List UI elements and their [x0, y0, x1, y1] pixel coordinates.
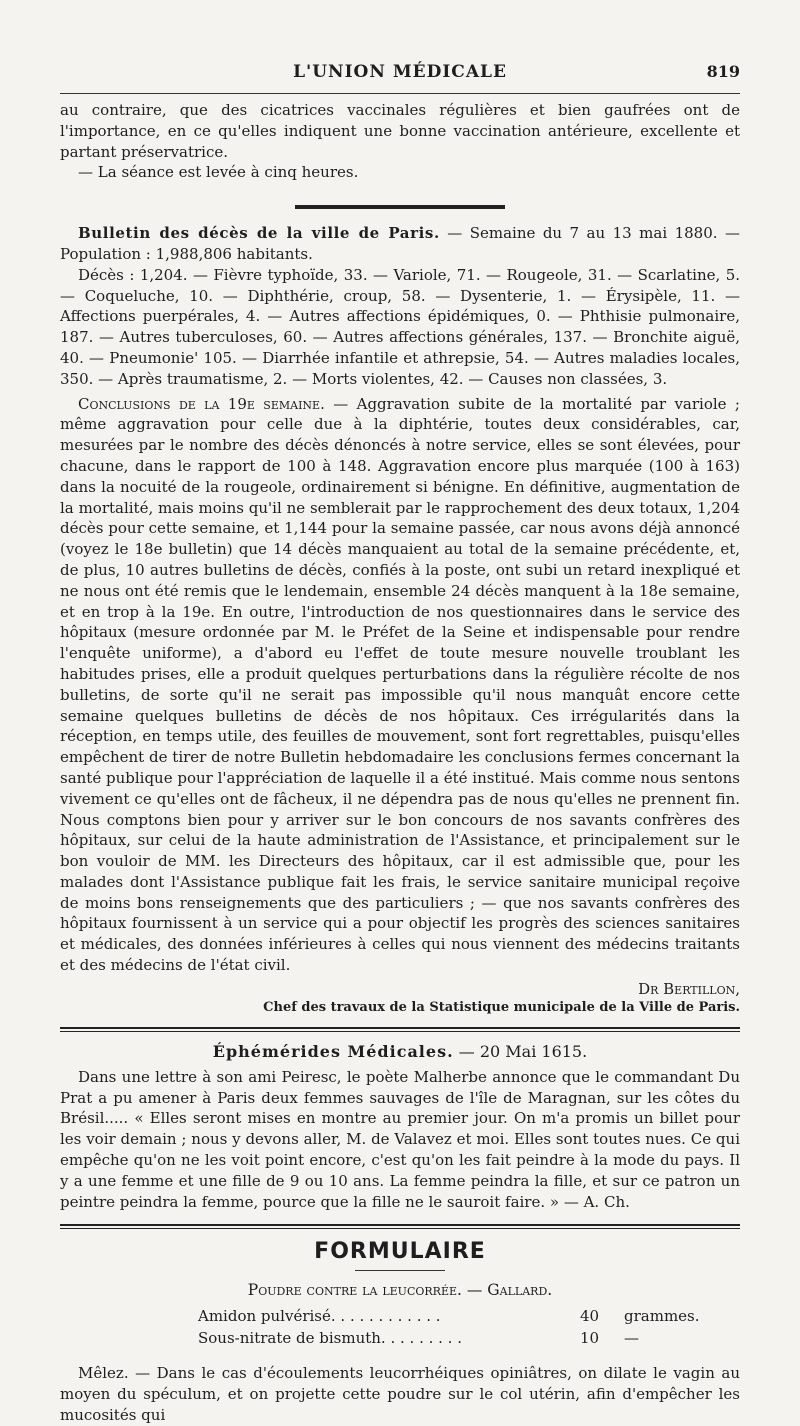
recipe-instructions: Mêlez. — Dans le cas d'écoulements leucorrhéiques opiniâtres, on dilate le vagin au moyen du spéculum, et on projette cette poudre sur le col utérin, afin d'empêcher les mucosités qui: [60, 1364, 740, 1425]
ingredient-unit: grammes.: [624, 1307, 700, 1326]
bulletin-header-info: — Semaine du 7 au 13 mai 1880. — Population : 1,988,806 habitants.: [60, 224, 740, 263]
running-header: [60, 62, 740, 86]
session-closing: — La séance est levée à cinq heures.: [78, 163, 359, 182]
formulaire-title: FORMULAIRE: [314, 1239, 486, 1265]
ingredient-qty: 40: [580, 1307, 600, 1326]
ephemerides-text: Dans une lettre à son ami Peiresc, le poète Malherbe annonce que le commandant Du Prat a pu amener à Paris deux femmes sauvages de l'île de Maragnan, sur les côtes du Brésil..... « Elles seront mises en montre au premier jour. On m'a promis un billet pour les voir demain ; nous y devons aller, M. de Valavez et moi. Elles sont toutes nues. Ce qui empêche qu'on ne les voit point encore, c'est qu'on les fait peindre à la mode du pays. Il y a une femme et une fille de 9 ou 10 ans. La femme peindra la fille, et sur ce patron un peintre peindra la femme, pource que la fille ne le sauroit faire. » — A. Ch.: [60, 1067, 740, 1211]
conclusions-text: — Aggravation subite de la mortalité par variole ; même aggravation pour celle due à la diphtérie, toutes deux considérables, car, mesurées par le nombre des décès dénoncés à notre service, elles se sont élevées, pour chacune, dans le rapport de 100 à 148. Aggravation encore plus marquée (100 à 163) dans la nocuité de la rougeole, ordinairement si bénigne. En définitive, augmentation de la mortalité, mais moins qu'il ne semblerait par le rapprochement des deux totaux, 1,204 décès pour cette semaine, et 1,144 pour la semaine passée, car nous avons déjà annoncé (voyez le 18e bulletin) que 14 décès manquaient au total de la semaine précédente, et, de plus, 10 autres bulletins de décès, confiés à la poste, ont subi un retard inexpliqué et ne nous ont été remis que le lendemain, ensemble 24 décès manquent à la 18e semaine, et en trop à la 19e. En outre, l'introduction de nos questionnaires dans le service des hôpitaux (mesure ordonnée par M. le Préfet de la Seine et indispensable pour rendre l'enquête uniforme), a d'abord eu l'effet de toute mesure nouvelle troublant les habitudes prises, elle a produit quelques perturbations dans la régulière récolte de nos bulletins, de sorte qu'il ne serait pas impossible qu'il nous manquât encore cette semaine quelques bulletins de décès de nos hôpitaux. Ces irrégularités dans la réception, en temps utile, des feuilles de mouvement, sont fort regrettables, puisqu'elles empêchent de tirer de notre Bulletin hebdomadaire les conclusions fermes concernant la santé publique pour l'appréciation de laquelle il a été institué. Mais comme nous sentons vivement ce qu'elles ont de fâcheux, il ne dépendra pas de nous qu'elles ne prennent fin. Nous comptons bien pour y arriver sur le bon concours de nos savants confrères des hôpitaux, sur celui de la haute administration de l'Assistance, et principalement sur le bon vouloir de MM. les Directeurs des hôpitaux, car il est admissible que, pour les malades dont l'Assistance publique fait les frais, le service sanitaire municipal reçoive de moins bons renseignements que des particuliers ; — que nos savants confrères des hôpitaux fournissent à un service qui a pour objectif les progrès des sciences sanitaires et médicales, des données inférieures à celles qui nous viennent des médecins traitants et des médecins de l'état civil.: [60, 394, 740, 975]
bulletin-heading: [60, 223, 740, 265]
ingredient-name: Amidon pulvérisé. . . . . . . . . . . .: [198, 1307, 441, 1326]
double-rule-bottom-2: [60, 1228, 740, 1229]
double-rule-top: [60, 1027, 740, 1029]
conclusions-label: Conclusions de la 19e semaine.: [78, 394, 325, 413]
intro-paragraph: au contraire, que des cicatrices vaccinales régulières et bien gaufrées ont de l'importance, en ce qu'elles indiquent une bonne vaccination antérieure, excellente et partant préservatrice.: [60, 101, 740, 161]
ingredient-row: [198, 1329, 698, 1351]
page-body: [60, 100, 740, 1426]
ingredient-name: Sous-nitrate de bismuth. . . . . . . . .: [198, 1329, 462, 1348]
recipe-title: Poudre contre la leucorrée. — Gallard.: [247, 1281, 553, 1300]
ephemerides-date: — 20 Mai 1615.: [458, 1041, 588, 1061]
ephemerides-title: Éphémérides Médicales.: [212, 1041, 454, 1061]
header-rule: [60, 93, 740, 94]
page-number: 819: [706, 62, 740, 81]
journal-title: L'UNION MÉDICALE: [293, 62, 507, 82]
formulaire-rule: [355, 1270, 445, 1271]
ingredient-row: [198, 1307, 698, 1329]
author-role: Chef des travaux de la Statistique municipale de la Ville de Paris.: [263, 999, 740, 1015]
ephemerides-heading: [60, 1042, 740, 1061]
bulletin-stats: Décès : 1,204. — Fièvre typhoïde, 33. — Variole, 71. — Rougeole, 31. — Scarlatine, 5. — Coqueluche, 10. — Diphthérie, croup, 58. — Dysenterie, 1. — Érysipèle, 11. — Affections puerpérales, 4. — Autres affections épidémiques, 0. — Phthisie pulmonaire, 187. — Autres tuberculoses, 60. — Autres affections générales, 137. — Bronchite aiguë, 40. — Pneumonie' 105. — Diarrhée infantile et athrepsie, 54. — Autres maladies locales, 350. — Après traumatisme, 2. — Morts violentes, 42. — Causes non classées, 3.: [60, 265, 740, 388]
double-rule-bottom: [60, 1031, 740, 1032]
ingredient-unit: —: [624, 1329, 639, 1348]
ingredient-qty: 10: [580, 1329, 600, 1348]
section-divider: [295, 205, 505, 209]
bulletin-title: Bulletin des décès de la ville de Paris.: [78, 224, 440, 243]
author-signature: Dr Bertillon,: [638, 979, 740, 998]
conclusions-paragraph: [60, 394, 740, 976]
double-rule-top-2: [60, 1224, 740, 1226]
